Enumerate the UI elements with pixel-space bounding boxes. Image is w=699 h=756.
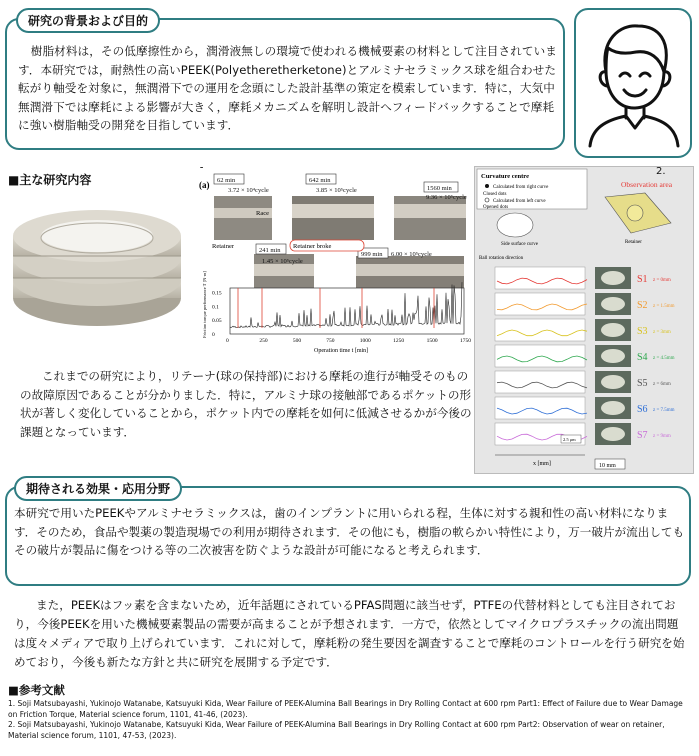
svg-text:Retainer broke: Retainer broke bbox=[293, 243, 332, 250]
fig2-row-z: z = 6mm bbox=[653, 382, 671, 387]
fig2-number: 2. bbox=[656, 166, 666, 177]
svg-text:Opened dots: Opened dots bbox=[483, 205, 509, 210]
background-title: 研究の背景および目的 bbox=[16, 8, 160, 33]
svg-text:Side surface curve: Side surface curve bbox=[501, 242, 538, 247]
fig1-xtick: 750 bbox=[326, 338, 335, 344]
svg-text:2.5 μm: 2.5 μm bbox=[563, 437, 576, 442]
fig1-panel-label: (a) bbox=[199, 180, 210, 190]
fig1-xtick: 1250 bbox=[393, 338, 405, 344]
svg-text:6.00 × 10⁵cycle: 6.00 × 10⁵cycle bbox=[391, 251, 432, 258]
bearing-photo bbox=[5, 200, 192, 338]
svg-text:3.85 × 10⁵cycle: 3.85 × 10⁵cycle bbox=[316, 187, 357, 194]
fig2-row-name: S7 bbox=[637, 430, 648, 441]
svg-text:3.72 × 10⁴cycle: 3.72 × 10⁴cycle bbox=[228, 187, 269, 194]
svg-text:Observation area: Observation area bbox=[621, 180, 673, 189]
svg-text:Calculated from left curve: Calculated from left curve bbox=[493, 199, 546, 204]
fig2-row bbox=[495, 319, 671, 341]
fig2-row-name: S4 bbox=[637, 352, 648, 363]
fig2-row bbox=[495, 267, 671, 289]
svg-text:241 min: 241 min bbox=[259, 247, 281, 254]
fig2-row bbox=[495, 423, 671, 445]
fig1-ytick: 0.1 bbox=[212, 304, 219, 311]
reference-item: 2. Soji Matsubayashi, Yukinojo Watanabe, Katsuyuki Kida, Wear Failure of PEEK-Alumina Ball Bearings in Dry Rolling Contact at 600 rpm Part2: Observation of wear on retainer, Material science forum, 1101, 47-53, (2023). bbox=[8, 720, 665, 740]
fig2-row-name: S3 bbox=[637, 326, 648, 337]
svg-text:Closed dots: Closed dots bbox=[483, 192, 507, 197]
fig2-row-name: S2 bbox=[637, 300, 648, 311]
fig1-xtick: 500 bbox=[292, 338, 302, 344]
svg-text:1560 min: 1560 min bbox=[427, 185, 452, 192]
svg-text:999 min: 999 min bbox=[361, 251, 383, 258]
fig1-xtick: 1750 bbox=[460, 338, 471, 344]
fig2-row-z: z = 9mm bbox=[653, 434, 671, 439]
fig2-row-z: z = 0mm bbox=[653, 278, 671, 283]
svg-text:Curvature centre: Curvature centre bbox=[481, 173, 529, 180]
avatar-box bbox=[574, 8, 692, 158]
fig1-xtick: 1500 bbox=[426, 338, 438, 344]
fig1-ytick: 0 bbox=[212, 332, 215, 338]
retainer-wear-figure bbox=[474, 166, 694, 474]
fig2-row bbox=[495, 397, 675, 419]
fig2-row-z: z = 7.5mm bbox=[653, 408, 675, 413]
svg-text:Operation time t [min]: Operation time t [min] bbox=[314, 348, 369, 354]
fig2-row-z: z = 1.5mm bbox=[653, 304, 675, 309]
fig2-row bbox=[495, 371, 671, 393]
svg-text:62 min: 62 min bbox=[217, 177, 236, 184]
fig2-row bbox=[495, 293, 675, 315]
svg-text:Race: Race bbox=[256, 210, 269, 217]
person-avatar-icon bbox=[576, 10, 690, 156]
fig2-row-name: S1 bbox=[637, 274, 648, 285]
fig1-xtick: 1000 bbox=[359, 338, 371, 344]
extra-body: また，PEEKはフッ素を含まないため，近年話題にされているPFAS問題に該当せず，PTFEの代替材料としても注目されており，今後PEEKを用いた機械要素製品の需要が高まることが予想されます．一方で，依然としてマイクロプラスチックの流出問題は度々メディアで取り上げられています．これに対して，摩耗粉の発生要因を調査することで摩耗のコントロールを行う研究を始めており，今後も新たな方針と共に研究を展開する予定です． bbox=[14, 598, 685, 669]
fig1-ytick: 0.05 bbox=[212, 318, 222, 325]
svg-text:Friction torque performance T: Friction torque performance T [N·m] bbox=[202, 271, 207, 338]
references-list bbox=[8, 699, 694, 741]
research-body: これまでの研究により，リテーナ(球の保持部)における摩耗の進行が軸受そのものの故障原因であることが分かりました．特に，アルミナ球の接触部であるポケットの形状が著しく変化していることから，ポケット内での摩耗を如何に低減させるかが今後の課題となっています． bbox=[20, 369, 472, 439]
reference-item: 1. Soji Matsubayashi, Yukinojo Watanabe, Katsuyuki Kida, Wear Failure of PEEK-Alumina Ball Bearings in Dry Rolling Contact at 600 rpm Part1: Effect of Failure due to Wear Damage on Friction Torque, Material science forum, 1101, 41-46, (2023). bbox=[8, 699, 683, 719]
svg-text:Retainer: Retainer bbox=[625, 240, 642, 245]
friction-torque-figure bbox=[196, 168, 472, 356]
fig2-row-z: z = 3mm bbox=[653, 330, 671, 335]
fig1-xtick: 0 bbox=[226, 338, 229, 344]
effects-body: 本研究で用いたPEEKやアルミナセラミックスは，歯のインプラントに用いられる程，生体に対する親和性の高い材料になります．そのため，食品や製薬の製造現場での利用が期待されます．その他にも，樹脂の軟らかい特性により，万一破片が流出してもその破片が製品に傷をつける等の二次被害を防ぐような設計が可能になると考えられます． bbox=[14, 506, 685, 558]
svg-text:Ball rotation direction: Ball rotation direction bbox=[479, 256, 524, 261]
fig2-row-name: S6 bbox=[637, 404, 648, 415]
background-body: 樹脂材料は，その低摩擦性から，潤滑液無しの環境で使われる機械要素の材料として注目されています．本研究では，耐熱性の高いPEEK(Polyetheretherketone)とアルミナセラミックス球を組合わせた転がり軸受を対象に，無潤滑下での運用を念頭にした設計基準の策定を模索しています．特に，大気中無潤滑下では摩耗による影響が大きく，摩耗メカニズムを解明し設計へフィードバックすることで摩耗に強い樹脂軸受の開発を目指しています． bbox=[18, 44, 557, 133]
fig2-row-z: z = 4.5mm bbox=[653, 356, 675, 361]
retainer-sketch bbox=[605, 193, 671, 245]
fig1-xtick: 250 bbox=[259, 338, 268, 344]
fig2-row bbox=[495, 345, 675, 367]
svg-text:1.45 × 10⁵cycle: 1.45 × 10⁵cycle bbox=[262, 258, 303, 265]
effects-title: 期待される効果・応用分野 bbox=[14, 476, 182, 501]
fig2-row-name: S5 bbox=[637, 378, 648, 389]
svg-text:642 min: 642 min bbox=[309, 177, 331, 184]
research-label: ■主な研究内容 bbox=[8, 173, 92, 187]
fig1-ytick: 0.15 bbox=[212, 290, 222, 297]
svg-text:10 mm: 10 mm bbox=[599, 463, 616, 469]
svg-text:9.36 × 10⁵cycle: 9.36 × 10⁵cycle bbox=[426, 194, 467, 201]
svg-text:Calculated from right curve: Calculated from right curve bbox=[493, 185, 549, 190]
svg-text:Retainer: Retainer bbox=[212, 243, 235, 250]
references-label: ■参考文献 bbox=[8, 683, 65, 697]
svg-text:x [mm]: x [mm] bbox=[533, 461, 551, 467]
